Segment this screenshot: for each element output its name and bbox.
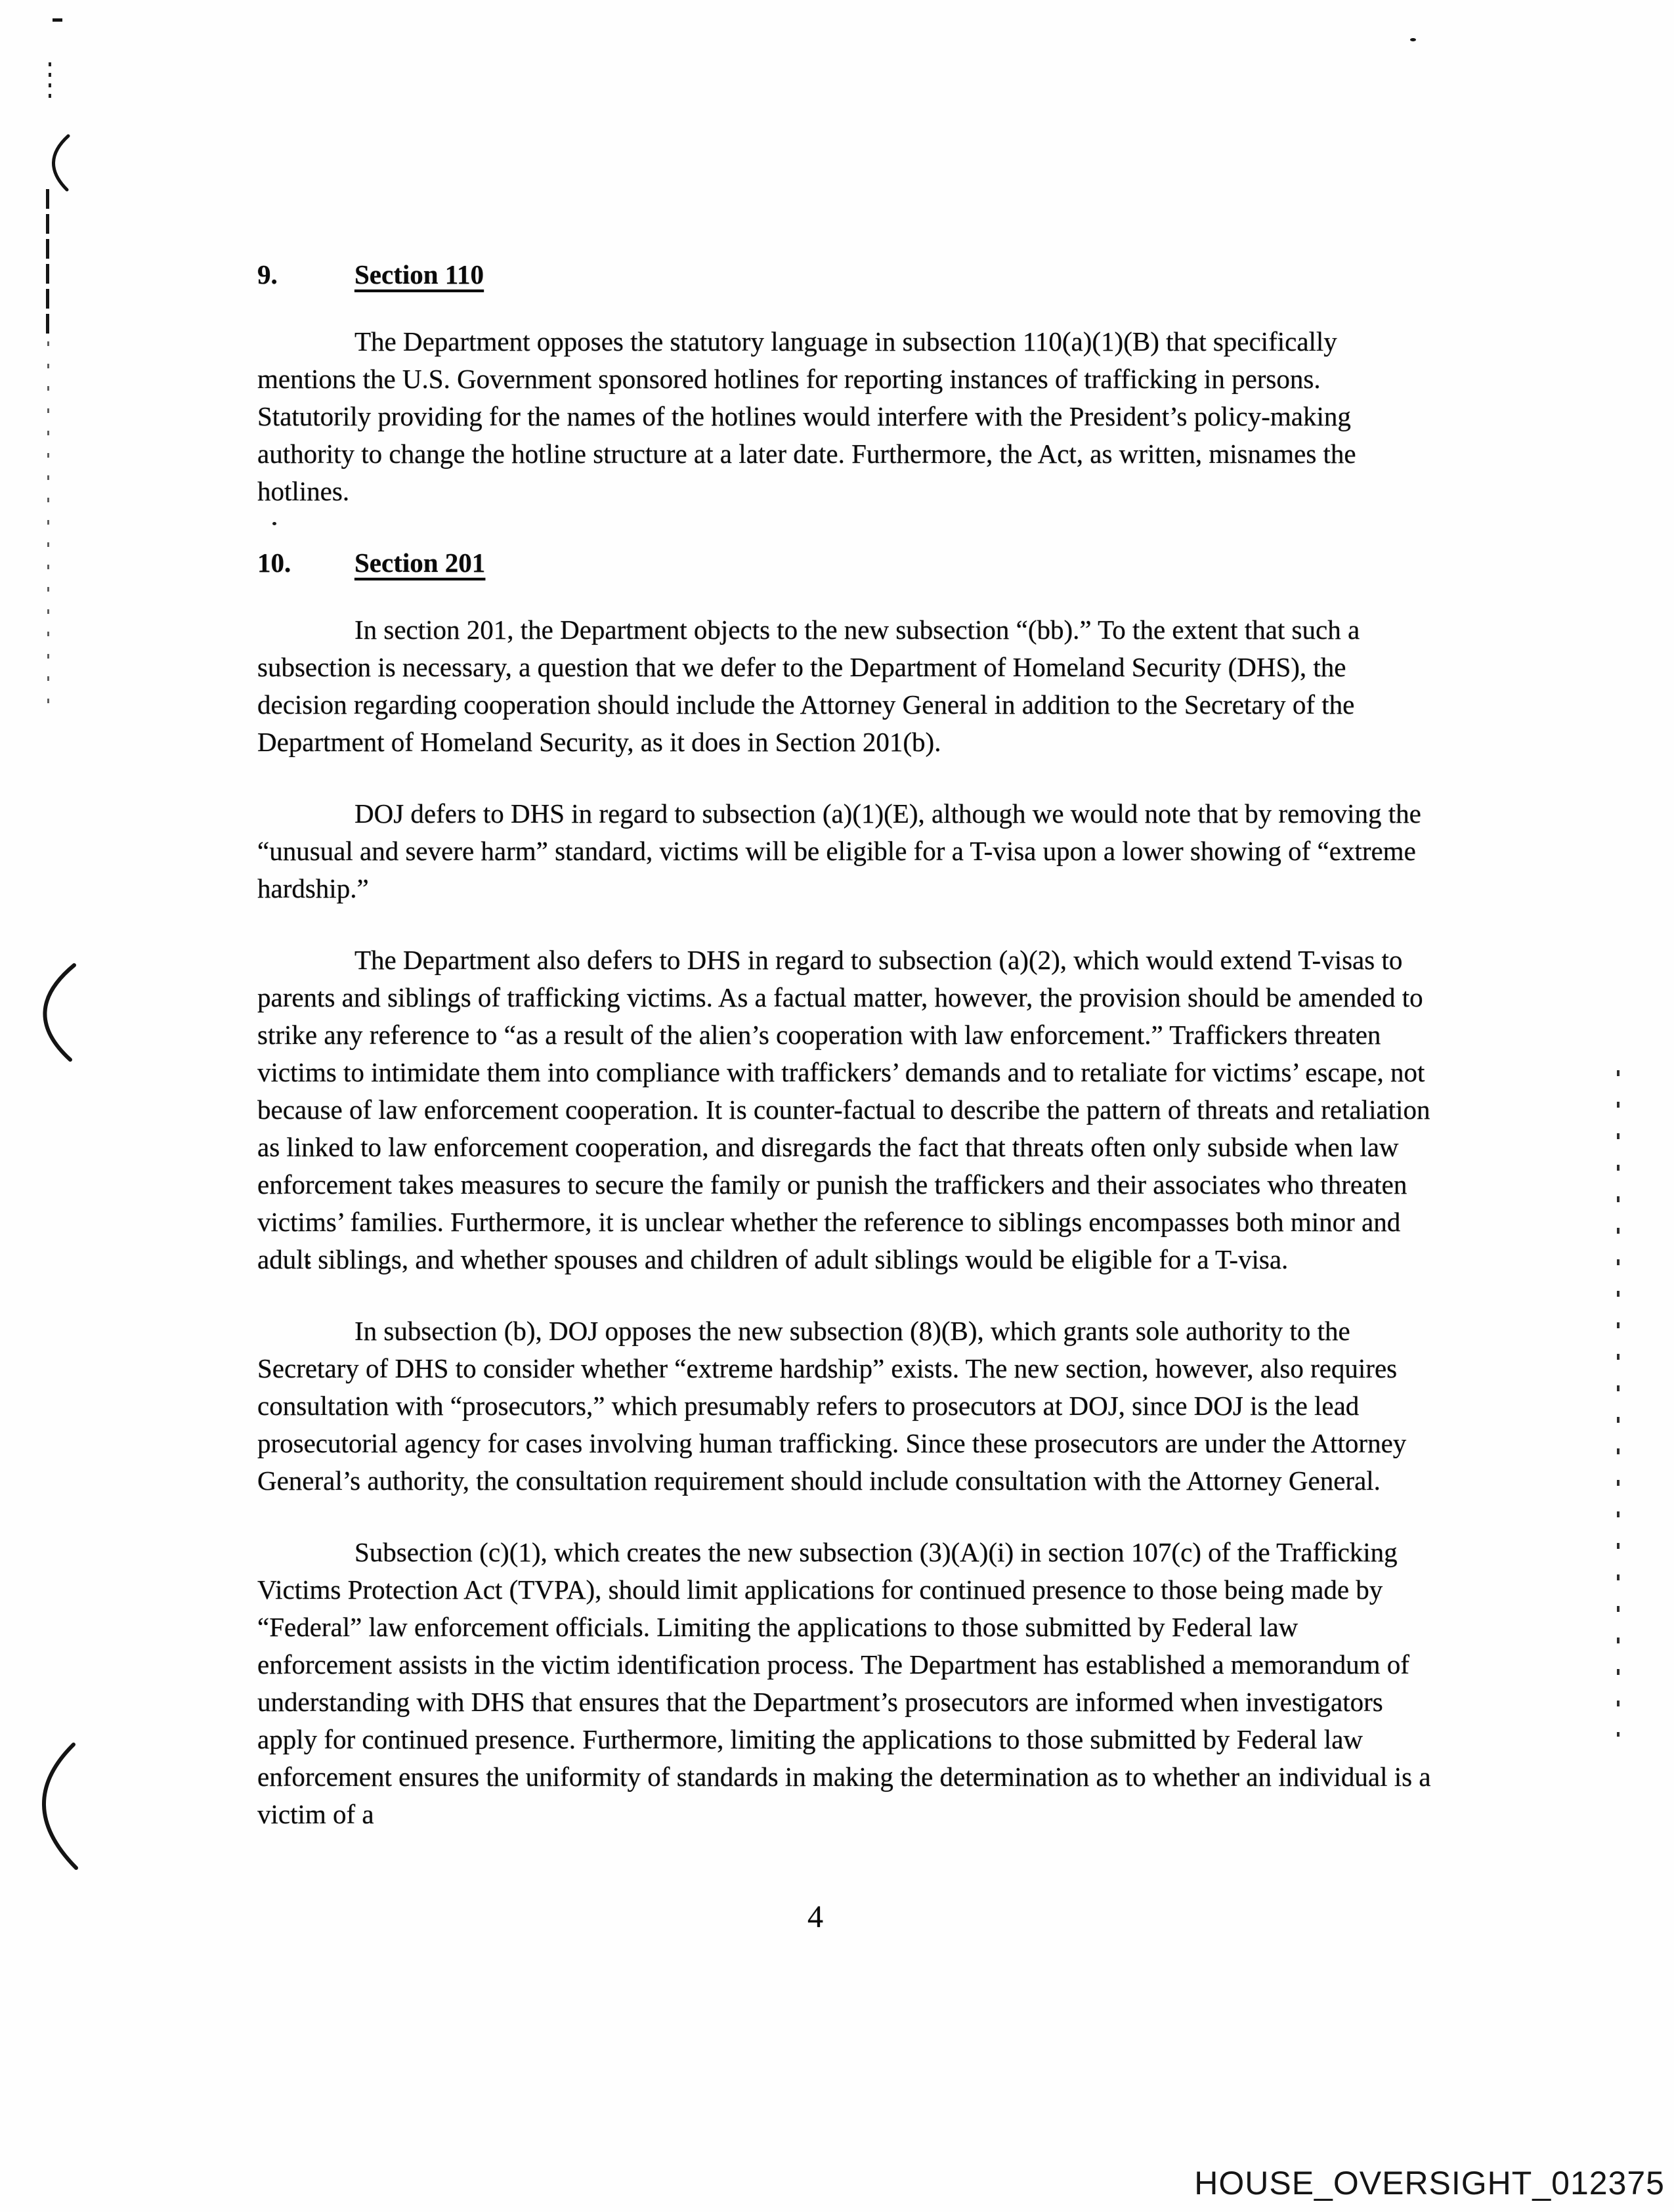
paragraph: Subsection (c)(1), which creates the new subsection (3)(A)(i) in section 107(c) of the Trafficking Victims Protection Act (TVPA), should limit applications for continued presence to those being made by “Federal” law enforcement officials. Limiting the applications to those submitted by Federal law enforcement assists in the victim identification process. The Department has established a memorandum of understanding with DHS that ensures that the Department’s prosecutors are informed when investigators apply for continued presence. Furthermore, limiting the applications to those submitted by Federal law enforcement ensures the uniformity of standards in making the determination as to whether an individual is a victim of a [257,1537,1431,1829]
paragraph: In subsection (b), DOJ opposes the new subsection (8)(B), which grants sole authority to the Secretary of DHS to consider whether “extreme hardship” exists. The new section, however, also requires consultation with “prosecutors,” which presumably refers to prosecutors at DOJ, since DOJ is the lead prosecutorial agency for cases involving human trafficking. Since these prosecutors are under the Attorney General’s authority, the consultation requirement should include consultation with the Attorney General. [257,1316,1407,1496]
scan-speck [53,18,62,22]
scan-vertical-line [46,189,49,335]
scan-paren-mark [16,963,79,1062]
section-title: Section 110 [354,259,484,290]
paragraph: DOJ defers to DHS in regard to subsection (a)(1)(E), although we would note that by removing the “unusual and severe harm” standard, victims will be eligible for a T-visa upon a lower showing of “extreme hardship.” [257,798,1421,903]
scan-paren-mark [34,133,74,192]
paragraph: The Department opposes the statutory language in subsection 110(a)(1)(B) that specifically mentions the U.S. Government sponsored hotlines for reporting instances of trafficking in persons. Statutorily providing for the names of the hotlines would interfere with the President’s policy-making authority to change the hotline structure at a later date. Furthermore, the Act, as written, misnames the hotlines. [257,326,1356,506]
paragraph: In section 201, the Department objects to the new subsection “(bb).” To the extent that such a subsection is necessary, a question that we defer to the Department of Homeland Security (DHS), the decision regarding cooperation should include the Attorney General in addition to the Secretary of the Department of Homeland Security, as it does in Section 201(b). [257,615,1360,757]
scan-speck [1410,38,1416,41]
document-body [257,256,1436,1867]
scan-paren-mark [13,1742,80,1871]
bates-stamp: HOUSE_OVERSIGHT_012375 [1194,2165,1665,2201]
scan-dotted-line [1617,1070,1620,1737]
section-number: 10. [257,548,291,578]
page-number: 4 [807,1899,823,1934]
section-number: 9. [257,259,278,290]
scan-dotted-line [49,62,51,102]
scan-vertical-line [47,341,49,709]
paragraph: The Department also defers to DHS in regard to subsection (a)(2), which would extend T-visas to parents and siblings of trafficking victims. As a factual matter, however, the provision should be amended to strike any reference to “as a result of the alien’s cooperation with law enforcement.” Traffickers threaten victims to intimidate them into compliance with traffickers’ demands and to retaliate for victims’ escape, not because of law enforcement cooperation. It is counter-factual to describe the pattern of threats and retaliation as linked to law enforcement cooperation, and disregards the fact that threats often only subside when law enforcement takes measures to secure the family or punish the traffickers and their associates who threaten victims’ families. Furthermore, it is unclear whether the reference to siblings encompasses both minor and adult siblings, and whether spouses and children of adult siblings would be eligible for a T-visa. [257,945,1430,1274]
section-heading-10 [257,544,1436,582]
section-title: Section 201 [354,548,486,578]
section-heading-9 [257,256,1436,293]
